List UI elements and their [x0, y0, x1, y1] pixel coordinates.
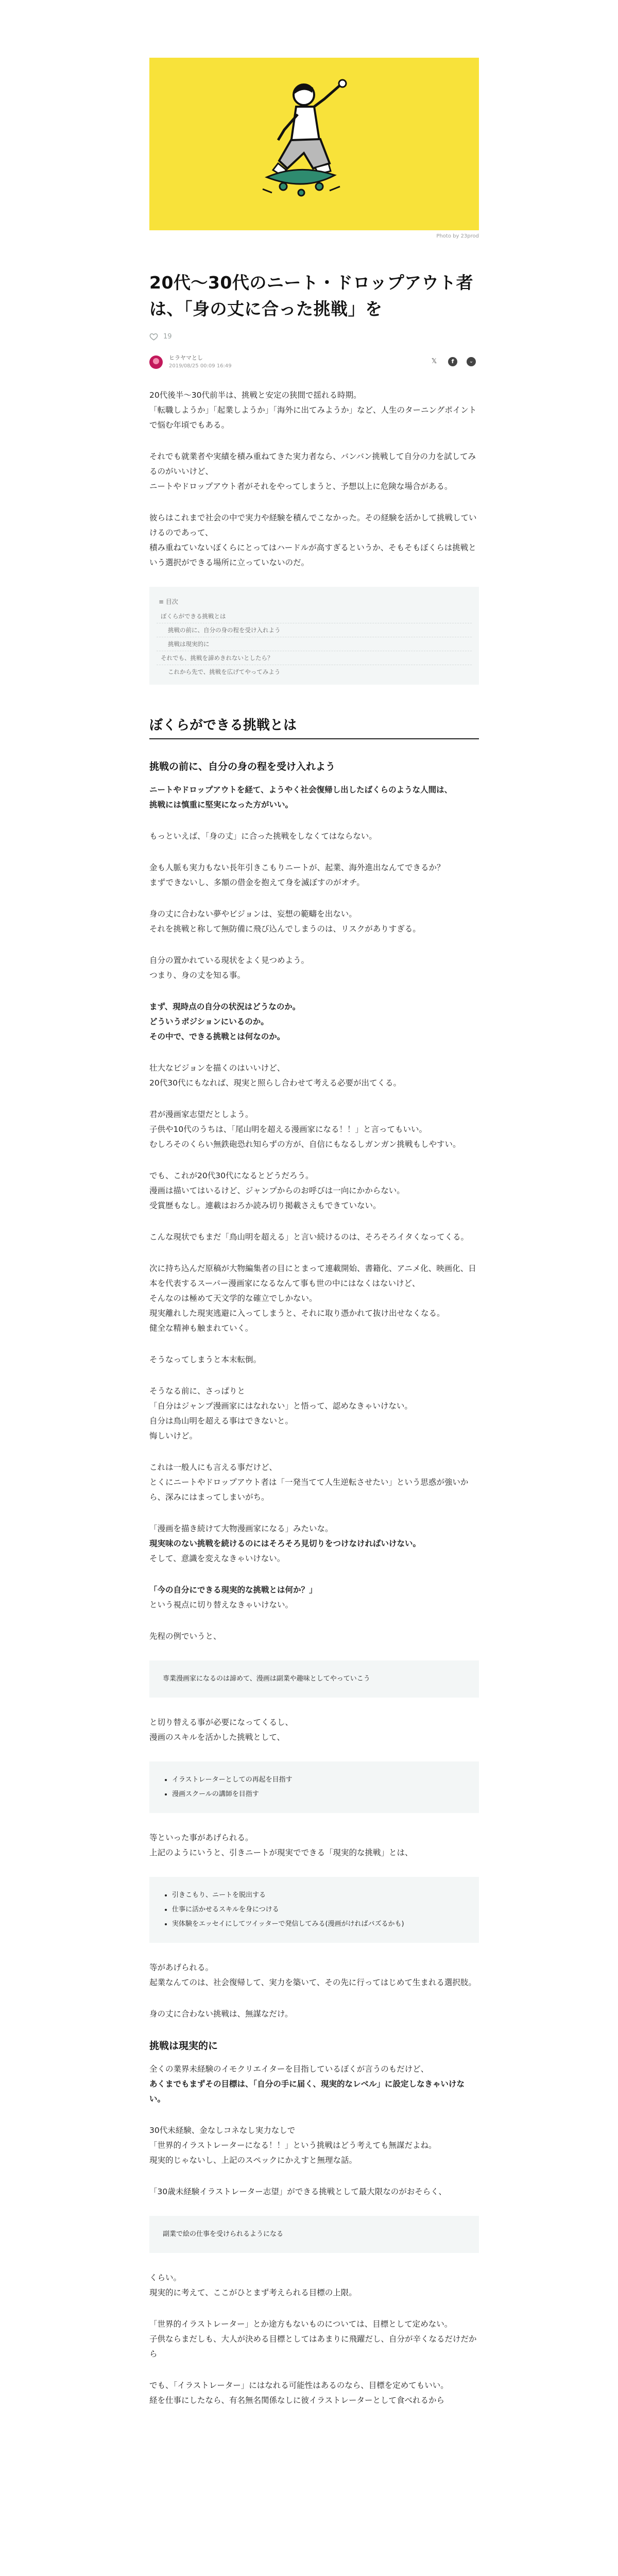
heart-icon[interactable] — [149, 332, 158, 341]
text: 先程の例でいうと、 — [149, 1632, 221, 1641]
text: どういうポジションにいるのか。 — [149, 1017, 269, 1026]
text: それを挑戦と称して無防備に飛び込んでしまうのは、リスクがありすぎる。 — [149, 924, 421, 934]
text: 「今の自分にできる現実的な挑戦とは何か？」 — [149, 1585, 317, 1595]
paragraph — [149, 1831, 479, 1860]
paragraph — [149, 1261, 479, 1336]
intro-paragraph-1 — [149, 388, 479, 433]
text: でも、これが20代30代になるとどうだろう。 — [149, 1171, 314, 1180]
toc-heading[interactable]: ≡ 目次 — [159, 598, 178, 605]
text: 20代後半〜30代前半は、挑戦と安定の狭間で揺れる時期。 — [149, 391, 362, 400]
text: 「世界的イラストレーター」とか途方もないものについては、目標として定めない。 — [149, 2319, 453, 2329]
paragraph — [149, 1521, 479, 1566]
like-area — [149, 331, 479, 342]
text: 「転職しようか」「起業しようか」「海外に出てみようか」など、人生のターニングポイントで悩む年頃でもある。 — [149, 405, 477, 430]
paragraph — [149, 1352, 479, 1367]
paragraph — [149, 999, 479, 1044]
text: そして、意識を変えなきゃいけない。 — [149, 1554, 285, 1563]
paragraph — [149, 1460, 479, 1505]
paragraph — [149, 860, 479, 890]
paragraph — [149, 1230, 479, 1245]
pocket-icon[interactable]: ⌄ — [467, 357, 476, 366]
paragraph — [149, 2317, 479, 2362]
article-column — [149, 58, 479, 2408]
paragraph — [149, 1960, 479, 1990]
hero-illustration — [149, 58, 479, 230]
paragraph — [149, 2007, 479, 2022]
paragraph — [149, 1107, 479, 1152]
text: 健全な精神も触まれていく。 — [149, 1324, 253, 1333]
text: と切り替える事が必要になってくるし、 — [149, 1718, 294, 1727]
text: 自分の置かれている現状をよく見つめよう。 — [149, 956, 310, 965]
text: もっといえば、「身の丈」に合った挑戦をしなくてはならない。 — [149, 832, 377, 841]
table-of-contents — [149, 587, 479, 685]
paragraph — [149, 1168, 479, 1213]
text: 子供ならまだしも、大人が決める目標としてはあまりに飛躍だし、自分が辛くなるだけだから — [149, 2334, 477, 2359]
paragraph — [149, 1583, 479, 1613]
callout-box — [149, 1660, 479, 1698]
text: 「30歳未経験イラストレーター志望」ができる挑戦として最大限なのがおそらく、 — [149, 2187, 447, 2196]
text: 漫画は描いてはいるけど、ジャンプからのお呼びは一向にかからない。 — [149, 1186, 405, 1195]
text: 等があげられる。 — [149, 1963, 214, 1972]
facebook-icon[interactable]: f — [448, 357, 457, 366]
twitter-icon[interactable]: 𝕏 — [431, 358, 437, 365]
text: 自分は鳥山明を超える事はできないと。 — [149, 1416, 294, 1426]
paragraph — [149, 783, 479, 812]
list-item: • 漫画スクールの講師を目指す — [172, 1787, 466, 1802]
paragraph — [149, 1061, 479, 1091]
text: まずできないし、多額の借金を抱えて身を滅ぼすのがオチ。 — [149, 878, 365, 887]
list-item: • 仕事に活かせるスキルを身につける — [172, 1903, 466, 1917]
text: 漫画のスキルを活かした挑戦として、 — [149, 1733, 285, 1742]
text: 悔しいけど。 — [149, 1431, 198, 1440]
subsection-heading: 挑戦の前に、自分の身の程を受け入れよう — [149, 761, 336, 772]
text: ニートやドロップアウトを経て、ようやく社会復帰し出したばくらのような人間は、 — [149, 785, 453, 794]
toc-item[interactable]: それでも、挑戦を諦めきれないとしたら？ — [157, 651, 472, 665]
paragraph — [149, 829, 479, 844]
intro-paragraph-3 — [149, 511, 479, 570]
text: という視点に切り替えなきゃいけない。 — [149, 1600, 294, 1609]
text: そうなってしまうと本末転倒。 — [149, 1355, 262, 1364]
text: 「世界的イラストレーターになる！！」という挑戦はどう考えても無謀だよね。 — [149, 2141, 437, 2150]
list-item: • 引きこもり、ニートを脱出する — [172, 1888, 466, 1903]
list-item: • 実体験をエッセイにしてツイッターで発信してみる(漫画がければバズるかも) — [172, 1917, 466, 1931]
toc-item[interactable]: これから先で、挑戦を広げてやってみよう — [168, 668, 281, 675]
text: あくまでもまずその目標は、「自分の手に届く、現実的なレベル」に設定しなきゃいけない。 — [149, 2079, 465, 2104]
text: そうなる前に、さっぱりと — [149, 1386, 246, 1396]
text: 現実的に考えて、ここがひとまず考えられる目標の上限。 — [149, 2288, 357, 2297]
text: 「漫画を描き続けて大物漫画家になる」みたいな。 — [149, 1524, 333, 1533]
callout-list — [149, 1761, 479, 1813]
text: そんなのは極めて天文学的な確立でしかない。 — [149, 1294, 317, 1303]
list-item: • イラストレーターとしての再起を目指す — [172, 1773, 466, 1787]
author-meta — [169, 354, 232, 370]
toc-item[interactable]: 挑戦の前に、自分の身の程を受け入れよう — [157, 623, 472, 637]
text: 積み重ねていないぼくらにとってはハードルが高すぎるというか、そもそもぼくらは挑戦という選択ができる場所に立っていないのだ。 — [149, 543, 476, 567]
post-date: 2019/08/25 00:09 16:49 — [169, 363, 232, 369]
photo-credit: Photo by 23prod — [436, 233, 479, 239]
callout-text: 専業漫画家になるのは諦めて、漫画は副業や趣味としてやっていこう — [163, 1675, 370, 1683]
toc-heading-label: 目次 — [165, 598, 178, 605]
article-body — [149, 388, 479, 2408]
author-row — [149, 352, 479, 372]
text: 現実離れした現実逃避に入ってしまうと、それに取り憑かれて抜け出せなくなる。 — [149, 1309, 445, 1318]
text: 彼らはこれまで社会の中で実力や経験を積んでこなかった。その経験を活かして挑戦していけるのであって、 — [149, 513, 477, 537]
callout-text: 副業で絵の仕事を受けられるようになる — [163, 2230, 284, 2238]
callout-list — [149, 1877, 479, 1943]
article-page — [0, 58, 618, 2576]
share-buttons — [430, 357, 476, 366]
intro-paragraph-2 — [149, 449, 479, 494]
text: 30代未経験、金なしコネなし実力なしで — [149, 2126, 296, 2135]
section-heading: ぼくらができる挑戦とは — [149, 716, 479, 739]
text: 20代30代にもなれば、現実と照らし合わせて考える必要が出てくる。 — [149, 1078, 401, 1088]
toc-item[interactable]: ぼくらができる挑戦とは — [157, 609, 472, 623]
text: 次に持ち込んだ原稿が大物編集者の目にとまって連載開始、書籍化、アニメ化、映画化、日本を代表するスーパー漫画家になるなんて事も世の中にはなくはないけど、 — [149, 1264, 476, 1288]
text: その中で、できる挑戦とは何なのか。 — [149, 1032, 285, 1041]
paragraph — [149, 2123, 479, 2168]
text: 上記のようにいうと、引きニートが現実でできる「現実的な挑戦」とは、 — [149, 1848, 413, 1857]
paragraph — [149, 953, 479, 983]
author-name[interactable]: ヒラヤマとし — [169, 354, 203, 361]
text: 壮大なビジョンを描くのはいいけど、 — [149, 1063, 285, 1073]
text: 「自分はジャンプ漫画家にはなれない」と悟って、認めなきゃいけない。 — [149, 1401, 413, 1411]
avatar[interactable] — [149, 355, 163, 369]
text: 現実味のない挑戦を続けるのにはそろそろ見切りをつけなければいけない。 — [149, 1539, 421, 1548]
text: 身の丈に合わない夢やビジョンは、妄想の範疇を出ない。 — [149, 909, 357, 919]
text: 受賞歴もなし。連載はおろか読み切り掲載さえもできていない。 — [149, 1201, 381, 1210]
paragraph — [149, 2184, 479, 2199]
text: 現実的じゃないし、上記のスペックにかえすと無理な話。 — [149, 2156, 357, 2165]
subsection-heading: 挑戦は現実的に — [149, 2040, 218, 2052]
skateboarder-illustration — [149, 58, 479, 230]
text: 金も人脈も実力もない長年引きこもりニートが、起業、海外進出なんてできるか？ — [149, 863, 445, 872]
like-count: 19 — [163, 332, 172, 341]
paragraph — [149, 2378, 479, 2408]
text: まず、現時点の自分の状況はどうなのか。 — [149, 1002, 301, 1011]
title-line-2: は、「身の丈に合った挑戦」を — [149, 299, 383, 319]
text: 君が漫画家志望だとしよう。 — [149, 1110, 253, 1119]
paragraph — [149, 1629, 479, 1644]
text: とくにニートやドロップアウト者は「一発当てて人生逆転させたい」という思惑が強いから、深みにはまってしまいがち。 — [149, 1478, 469, 1502]
text: 子供や10代のうちは、「尾山明を超える漫画家になる！！」と言ってもいい。 — [149, 1125, 427, 1134]
paragraph — [149, 1384, 479, 1444]
text: これは一般人にも言える事だけど、 — [149, 1463, 278, 1472]
toc-item[interactable]: 挑戦は現実的に — [157, 637, 472, 651]
paragraph — [149, 2062, 479, 2107]
text: こんな現状でもまだ「鳥山明を超える」と言い続けるのは、そろそろイタくなってくる。 — [149, 1232, 469, 1242]
text: むしろそのくらい無鉄砲恐れ知らずの方が、自信にもなるしガンガン挑戦もしやすい。 — [149, 1140, 461, 1149]
paragraph — [149, 2270, 479, 2300]
paragraph — [149, 1715, 479, 1745]
text: 等といった事があげられる。 — [149, 1833, 253, 1842]
text: ニートやドロップアウト者がそれをやってしまうと、予想以上に危険な場合がある。 — [149, 482, 453, 491]
article-title — [149, 269, 479, 322]
text: くらい。 — [149, 2273, 182, 2282]
text: 全くの業界未経験のイモクリエイターを目指しているぼくが言うのもだけど、 — [149, 2064, 429, 2074]
text: 起業なんてのは、社会復帰して、実力を築いて、その先に行ってはじめて生まれる選択肢。 — [149, 1978, 476, 1987]
title-line-1: 20代〜30代のニート・ドロップアウト者 — [149, 273, 474, 293]
text: それでも就業者や実績を積み重ねてきた実力者なら、バンバン挑戦して自分の力を試してみるのがいいけど、 — [149, 452, 476, 476]
text: つまり、身の丈を知る事。 — [149, 971, 246, 980]
text: 挑戦には慎重に堅実になった方がいい。 — [149, 800, 294, 809]
callout-box — [149, 2216, 479, 2253]
text: でも、「イラストレーター」にはなれる可能性はあるのなら、目標を定めてもいい。 — [149, 2381, 449, 2390]
text: 身の丈に合わない挑戦は、無謀なだけ。 — [149, 2009, 293, 2019]
text: 経を仕事にしたなら、有名無名関係なしに彼イラストレーターとして食べれるから — [149, 2396, 445, 2405]
paragraph — [149, 907, 479, 937]
